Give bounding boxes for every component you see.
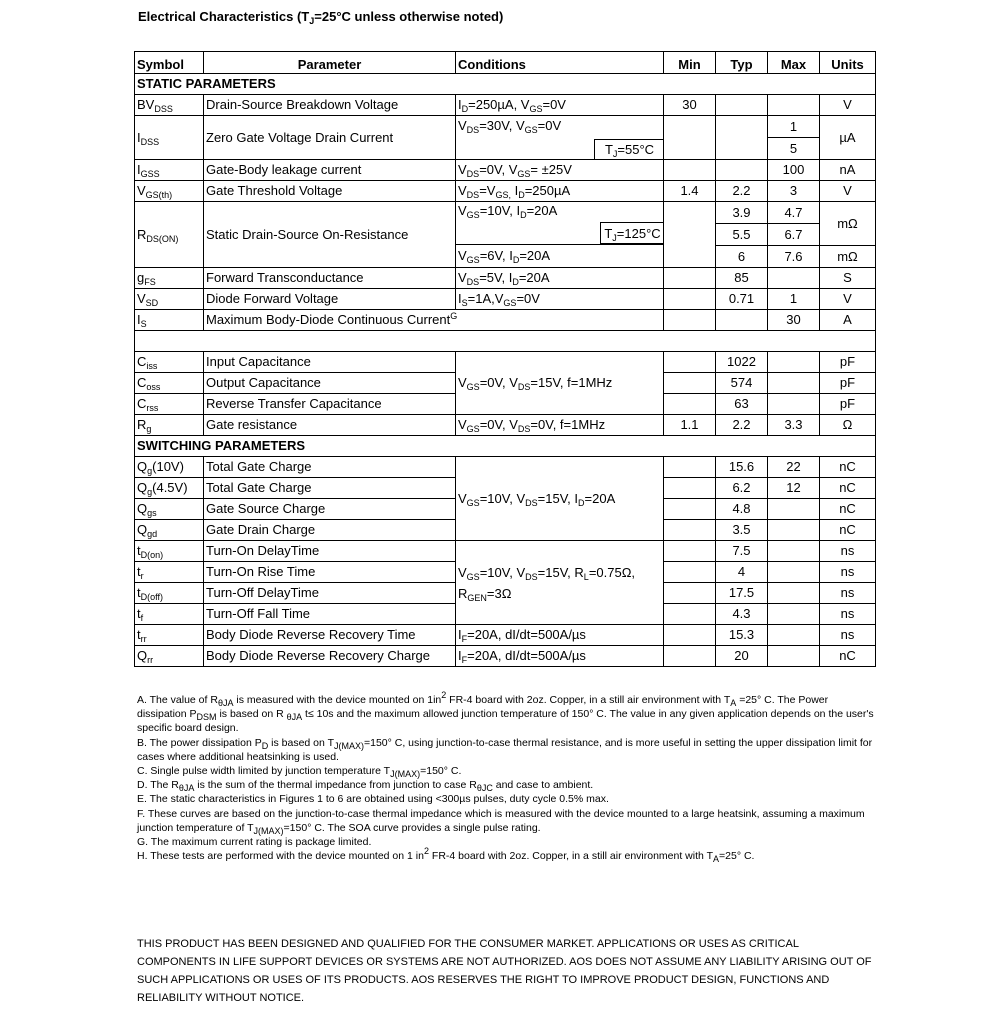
footnote-g: G. The maximum current rating is package limited. [137,836,372,849]
parameter-cell: Reverse Transfer Capacitance [204,394,456,415]
units-cell: pF [820,394,876,415]
parameter-cell: Maximum Body-Diode Continuous Current$^G$ [204,310,664,331]
disclaimer: THIS PRODUCT HAS BEEN DESIGNED AND QUALIFIED FOR THE CONSUMER MARKET. APPLICATIONS OR USES AS CRITICAL COMPONENTS IN LIFE SUPPORT DEVICES OR SYSTEMS ARE NOT AUTHORIZED. AOS DOES NOT ASSUME ANY LIABILITY ARISING OUT OF SUCH APPLICATIONS OR USES OF ITS PRODUCTS. AOS RESERVES THE RIGHT TO IMPROVE PRODUCT DESIGN, FUNCTIONS AND RELIABILITY WITHOUT NOTICE. [137,938,872,1004]
conditions-cell: $V_{GS}=0V$, $V_{DS}=0V$, f=1MHz [456,415,664,436]
table-row [135,625,876,646]
table-row [135,160,876,181]
parameter-cell: Gate Drain Charge [204,520,456,541]
min-cell [664,202,716,268]
section-row [135,436,876,457]
conditions-cell: $V_{GS}=10V$, $V_{DS}=15V$, $I_D=20A$ [456,457,664,541]
table-header-row [135,52,876,74]
parameter-cell: Output Capacitance [204,373,456,394]
min-cell [664,625,716,646]
symbol-cell: $C_{rss}$ [135,394,204,415]
symbol-cell: $t_{rr}$ [135,625,204,646]
footnote-e: E. The static characteristics in Figures 1 to 6 are obtained using <300µs pulses, duty cycle 0.5% max. [137,793,609,806]
units-cell: nC [820,499,876,520]
units-cell: ns [820,625,876,646]
symbol-cell: $C_{oss}$ [135,373,204,394]
min-cell [664,160,716,181]
typ-cell: 2.2 [716,415,768,436]
min-cell [664,520,716,541]
parameter-cell: Turn-On DelayTime [204,541,456,562]
parameter-cell: Zero Gate Voltage Drain Current [204,116,456,160]
units-cell: pF [820,373,876,394]
symbol-cell: $Q_{gs}$ [135,499,204,520]
conditions-cell: $V_{GS}=10V$, $V_{DS}=15V$, $R_L=0.75\Omega$, $R_{GEN}=3\Omega$ [456,541,664,625]
units-cell: mΩ [820,202,876,246]
parameter-cell: Body Diode Reverse Recovery Charge [204,646,456,667]
table-row [135,310,876,331]
parameter-cell: Body Diode Reverse Recovery Time [204,625,456,646]
junction-temp-condition: $T_J=125^\circ C$ [600,222,664,244]
min-cell: 1.1 [664,415,716,436]
parameter-cell: Diode Forward Voltage [204,289,456,310]
units-cell: nC [820,478,876,499]
max-cell [768,268,820,289]
section-dynamic-parameters [135,331,876,352]
min-cell: 1.4 [664,181,716,202]
typ-cell: 4.8 [716,499,768,520]
footnote-h: H. These tests are performed with the device mounted on 1 in2 FR-4 board with 2oz. Copper, in a still air environment with TA=25° C. [137,846,755,865]
max-cell [768,373,820,394]
max-cell: 5 [768,138,820,160]
header-symbol: Symbol [135,52,204,74]
header-max: Max [768,52,820,74]
table-row [135,116,876,138]
typ-cell: 20 [716,646,768,667]
footnote-d: D. The RθJA is the sum of the thermal impedance from junction to case RθJC and case to ambient. [137,779,594,794]
max-cell: 4.7 [768,202,820,224]
max-cell [768,95,820,116]
symbol-cell: $g_{FS}$ [135,268,204,289]
parameter-cell: Turn-On Rise Time [204,562,456,583]
symbol-cell: $t_f$ [135,604,204,625]
units-cell: nA [820,160,876,181]
min-cell: 30 [664,95,716,116]
typ-cell: 6 [716,246,768,268]
min-cell [664,604,716,625]
max-cell [768,499,820,520]
max-cell [768,352,820,373]
symbol-cell: $t_{D(off)}$ [135,583,204,604]
max-cell [768,394,820,415]
symbol-cell: $BV_{DSS}$ [135,95,204,116]
conditions-cell: $I_F=20A$, dI/dt=500A/µs [456,646,664,667]
min-cell [664,116,716,160]
min-cell [664,352,716,373]
symbol-cell: $R_g$ [135,415,204,436]
footnote-c: C. Single pulse width limited by junction temperature TJ(MAX)=150° C. [137,765,462,780]
footnotes [137,690,877,865]
units-cell: mΩ [820,246,876,268]
typ-cell: 7.5 [716,541,768,562]
units-cell: V [820,181,876,202]
units-cell: ns [820,583,876,604]
conditions-cell: $V_{DS}=30V$, $V_{GS}=0V$ $T_J=55^\circ C$ [456,116,664,160]
parameter-cell: Turn-Off Fall Time [204,604,456,625]
units-cell: V [820,289,876,310]
typ-cell: 63 [716,394,768,415]
section-static-parameters: STATIC PARAMETERS [135,74,876,95]
symbol-cell: $t_r$ [135,562,204,583]
min-cell [664,646,716,667]
units-cell: V [820,95,876,116]
symbol-cell: $t_{D(on)}$ [135,541,204,562]
typ-cell: 3.9 [716,202,768,224]
typ-cell: 5.5 [716,224,768,246]
conditions-cell: $I_D=250\mu A$, $V_{GS}=0V$ [456,95,664,116]
max-cell [768,541,820,562]
min-cell [664,394,716,415]
junction-temp-condition: $T_J=55^\circ C$ [594,139,664,160]
table-row [135,457,876,478]
typ-cell: 0.71 [716,289,768,310]
parameter-cell: Input Capacitance [204,352,456,373]
typ-cell [716,160,768,181]
min-cell [664,478,716,499]
footnote-a: A. The value of RθJA is measured with the device mounted on 1in2 FR-4 board with 2oz. Copper, in a still air environment with TA =25° C. The Power dissipation PDSM is based on R θJA t≤ 10s and the maximum allowed junction temperature of 150° C. The value in any given application depends on the user's specific board design. [137,690,874,735]
typ-cell: 6.2 [716,478,768,499]
symbol-cell: $I_{GSS}$ [135,160,204,181]
typ-cell: 4.3 [716,604,768,625]
units-cell: ns [820,604,876,625]
max-cell [768,520,820,541]
max-cell [768,583,820,604]
section-row [135,74,876,95]
max-cell [768,646,820,667]
parameter-cell: Gate Source Charge [204,499,456,520]
table-row [135,541,876,562]
max-cell [768,604,820,625]
conditions-cell: $V_{DS}=V_{GS,}$ $I_D=250\mu A$ [456,181,664,202]
table-row [135,415,876,436]
header-units: Units [820,52,876,74]
units-cell: Ω [820,415,876,436]
header-min: Min [664,52,716,74]
units-cell: µA [820,116,876,160]
symbol-cell: $Q_{gd}$ [135,520,204,541]
units-cell: ns [820,541,876,562]
max-cell: 3.3 [768,415,820,436]
parameter-cell: Gate-Body leakage current [204,160,456,181]
min-cell [664,268,716,289]
table-row [135,181,876,202]
typ-cell: 1022 [716,352,768,373]
symbol-cell: $C_{iss}$ [135,352,204,373]
conditions-cell: $V_{GS}=10V$, $I_D=20A$ $T_J=125^\circ C$ $V_{GS}=6V$, $I_D=20A$ [456,202,664,268]
symbol-cell: $Q_g(4.5V)$ [135,478,204,499]
max-cell: 22 [768,457,820,478]
symbol-cell: $R_{DS(ON)}$ [135,202,204,268]
section-switching-parameters: SWITCHING PARAMETERS [135,436,876,457]
conditions-cell: $V_{GS}=0V$, $V_{DS}=15V$, f=1MHz [456,352,664,415]
table-row [135,268,876,289]
max-cell: 7.6 [768,246,820,268]
max-cell: 1 [768,289,820,310]
min-cell [664,499,716,520]
conditions-cell: $I_F=20A$, dI/dt=500A/µs [456,625,664,646]
typ-cell [716,116,768,160]
typ-cell [716,310,768,331]
parameter-cell: Static Drain-Source On-Resistance [204,202,456,268]
table-row [135,202,876,224]
max-cell: 1 [768,116,820,138]
units-cell: nC [820,457,876,478]
section-row [135,331,876,352]
typ-cell: 85 [716,268,768,289]
units-cell: nC [820,646,876,667]
max-cell: 30 [768,310,820,331]
parameter-cell: Turn-Off DelayTime [204,583,456,604]
min-cell [664,457,716,478]
min-cell [664,562,716,583]
min-cell [664,310,716,331]
max-cell: 3 [768,181,820,202]
min-cell [664,583,716,604]
table-row [135,352,876,373]
header-conditions: Conditions [456,52,664,74]
min-cell [664,541,716,562]
conditions-cell: $I_S=1A,V_{GS}=0V$ [456,289,664,310]
max-cell: 6.7 [768,224,820,246]
symbol-cell: $V_{GS(th)}$ [135,181,204,202]
min-cell [664,289,716,310]
typ-cell: 4 [716,562,768,583]
header-typ: Typ [716,52,768,74]
units-cell: pF [820,352,876,373]
typ-cell [716,95,768,116]
min-cell [664,373,716,394]
page-title: Electrical Characteristics ($T_J=25^\circ C$ unless otherwise noted) [138,9,504,26]
footnote-b: B. The power dissipation PD is based on TJ(MAX)=150° C, using junction-to-case thermal resistance, and is more useful in setting the upper dissipation limit for cases where additional heatsinking is used. [137,736,873,763]
typ-cell: 15.6 [716,457,768,478]
footnote-f: F. These curves are based on the junction-to-case thermal impedance which is measured with the device mounted to a large heatsink, assuming a maximum junction temperature of TJ(MAX)=150° C. The SOA curve provides a single pulse rating. [137,807,865,836]
typ-cell: 17.5 [716,583,768,604]
typ-cell: 15.3 [716,625,768,646]
units-cell: ns [820,562,876,583]
parameter-cell: Gate Threshold Voltage [204,181,456,202]
symbol-cell: $Q_{rr}$ [135,646,204,667]
units-cell: nC [820,520,876,541]
table-row [135,646,876,667]
symbol-cell: $Q_g(10V)$ [135,457,204,478]
typ-cell: 2.2 [716,181,768,202]
conditions-cell: $V_{DS}=5V$, $I_D=20A$ [456,268,664,289]
units-cell: A [820,310,876,331]
parameter-cell: Drain-Source Breakdown Voltage [204,95,456,116]
symbol-cell: $V_{SD}$ [135,289,204,310]
conditions-cell: $V_{DS}=0V$, $V_{GS}= \pm 25V$ [456,160,664,181]
typ-cell: 574 [716,373,768,394]
max-cell [768,562,820,583]
max-cell: 12 [768,478,820,499]
parameter-cell: Forward Transconductance [204,268,456,289]
table-row [135,289,876,310]
typ-cell: 3.5 [716,520,768,541]
parameter-cell: Gate resistance [204,415,456,436]
table-row [135,95,876,116]
electrical-characteristics-table [134,51,876,667]
max-cell: 100 [768,160,820,181]
parameter-cell: Total Gate Charge [204,457,456,478]
parameter-cell: Total Gate Charge [204,478,456,499]
header-parameter: Parameter [204,52,456,74]
max-cell [768,625,820,646]
symbol-cell: $I_{DSS}$ [135,116,204,160]
units-cell: S [820,268,876,289]
symbol-cell: $I_S$ [135,310,204,331]
